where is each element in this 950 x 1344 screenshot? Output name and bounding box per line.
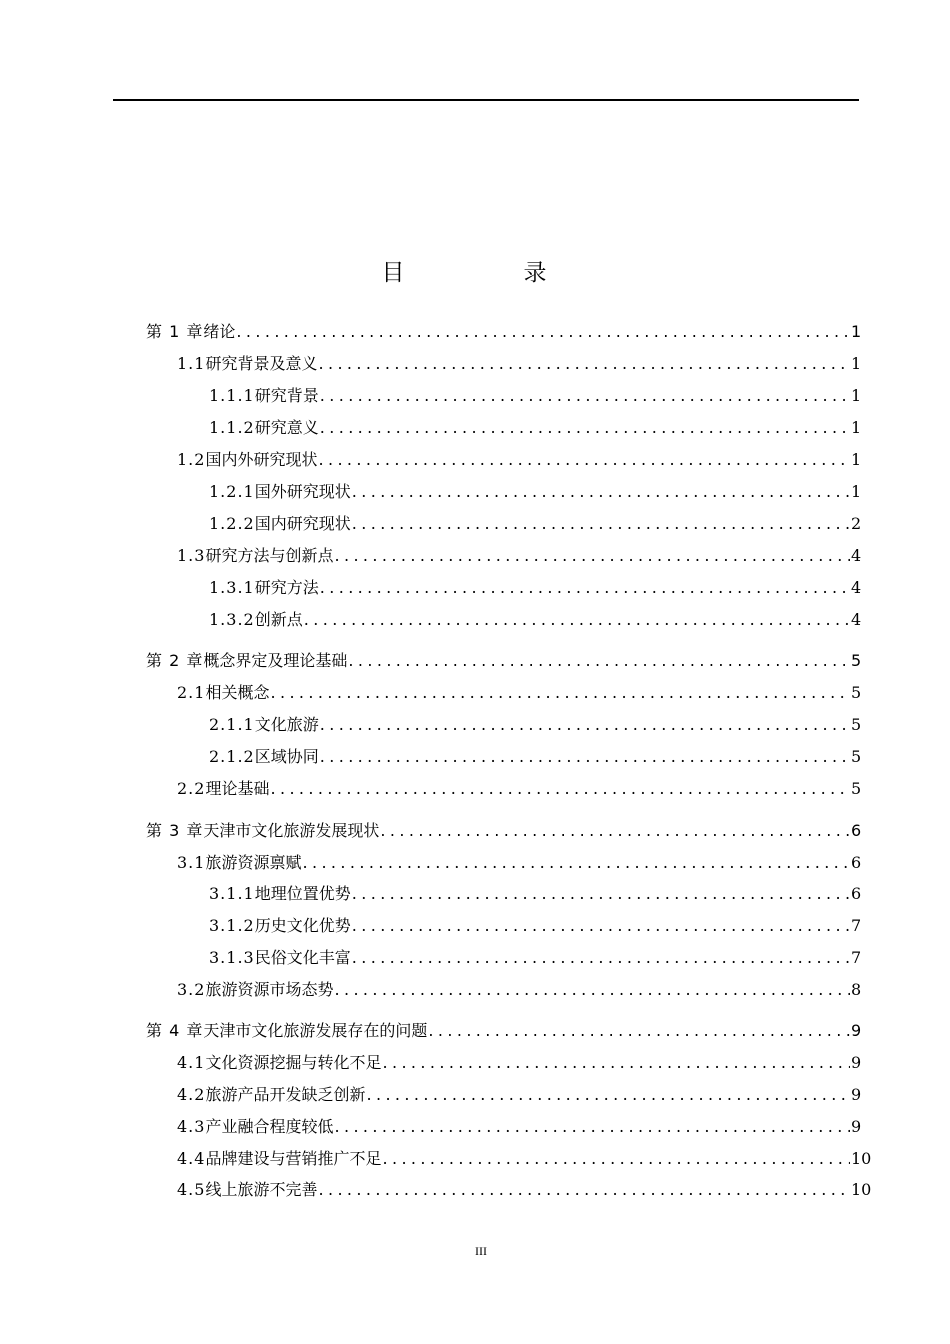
toc-dot-leader bbox=[352, 480, 850, 504]
toc-entry-level-3[interactable] bbox=[209, 512, 862, 536]
toc-entry-level-3[interactable] bbox=[209, 745, 862, 769]
toc-entry-number: 1.2.1 bbox=[209, 482, 255, 501]
toc-dot-leader bbox=[382, 1051, 850, 1075]
toc-entry-title: 国内外研究现状 bbox=[205, 450, 318, 469]
toc-entry-page: 4 bbox=[851, 546, 862, 565]
toc-entry-title: 研究方法 bbox=[254, 578, 319, 597]
toc-entry-level-3[interactable] bbox=[209, 713, 862, 737]
toc-dot-leader bbox=[352, 512, 850, 536]
toc-entry-number: 4.4 bbox=[177, 1149, 206, 1168]
toc-entry-level-2[interactable] bbox=[177, 851, 862, 875]
toc-entry-page: 9 bbox=[851, 1085, 862, 1104]
toc-entry-number: 1.1.2 bbox=[209, 418, 255, 437]
toc-entry-number: 1.3 bbox=[177, 546, 206, 565]
toc-entry-level-1[interactable] bbox=[146, 1019, 862, 1043]
toc-entry-number: 3.1.3 bbox=[209, 948, 255, 967]
toc-entry-level-2[interactable] bbox=[177, 448, 862, 472]
toc-entry-title: 旅游资源市场态势 bbox=[205, 980, 334, 999]
toc-dot-leader bbox=[318, 1178, 850, 1202]
toc-entry-level-1[interactable] bbox=[146, 649, 862, 673]
toc-entry-number: 第 4 章 bbox=[146, 1021, 204, 1040]
toc-entry-title: 品牌建设与营销推广不足 bbox=[205, 1149, 382, 1168]
toc-entry-number: 4.2 bbox=[177, 1085, 206, 1104]
toc-entry-page: 5 bbox=[851, 715, 862, 734]
toc-entry-page: 5 bbox=[851, 683, 862, 702]
toc-entry-page: 5 bbox=[851, 779, 862, 798]
toc-dot-leader bbox=[320, 576, 850, 600]
toc-dot-leader bbox=[318, 352, 850, 376]
toc-entry-page: 1 bbox=[851, 386, 862, 405]
toc-entry-number: 3.1.2 bbox=[209, 916, 255, 935]
toc-entry-level-2[interactable] bbox=[177, 1147, 872, 1171]
toc-entry-title: 国内研究现状 bbox=[254, 514, 351, 533]
toc-dot-leader bbox=[302, 851, 850, 875]
toc-entry-title: 旅游产品开发缺乏创新 bbox=[205, 1085, 366, 1104]
toc-entry-number: 2.1 bbox=[177, 683, 206, 702]
toc-entry-level-3[interactable] bbox=[209, 882, 862, 906]
toc-entry-title: 文化资源挖掘与转化不足 bbox=[205, 1053, 382, 1072]
toc-entry-number: 1.2.2 bbox=[209, 514, 255, 533]
toc-entry-title: 天津市文化旅游发展现状 bbox=[203, 821, 380, 840]
toc-entry-level-3[interactable] bbox=[209, 608, 862, 632]
toc-entry-title: 国外研究现状 bbox=[254, 482, 351, 501]
toc-dot-leader bbox=[428, 1019, 850, 1043]
toc-entry-number: 1.1 bbox=[177, 354, 206, 373]
toc-entry-number: 1.1.1 bbox=[209, 386, 255, 405]
toc-entry-page: 4 bbox=[851, 578, 862, 597]
toc-entry-page: 5 bbox=[851, 651, 862, 670]
toc-entry-title: 区域协同 bbox=[254, 747, 319, 766]
toc-entry-number: 1.3.2 bbox=[209, 610, 255, 629]
toc-entry-level-2[interactable] bbox=[177, 681, 862, 705]
toc-entry-title: 相关概念 bbox=[205, 683, 270, 702]
toc-entry-level-2[interactable] bbox=[177, 1083, 862, 1107]
toc-dot-leader bbox=[334, 544, 850, 568]
toc-dot-leader bbox=[352, 946, 850, 970]
toc-entry-level-3[interactable] bbox=[209, 416, 862, 440]
toc-entry-page: 1 bbox=[851, 322, 862, 341]
toc-entry-title: 文化旅游 bbox=[254, 715, 319, 734]
toc-entry-page: 6 bbox=[851, 884, 862, 903]
toc-dot-leader bbox=[320, 745, 850, 769]
toc-entry-level-1[interactable] bbox=[146, 320, 862, 344]
toc-entry-title: 研究背景及意义 bbox=[205, 354, 318, 373]
toc-dot-leader bbox=[352, 914, 850, 938]
toc-entry-number: 3.1 bbox=[177, 853, 206, 872]
toc-entry-level-3[interactable] bbox=[209, 480, 862, 504]
toc-entry-number: 3.2 bbox=[177, 980, 206, 999]
toc-dot-leader bbox=[320, 416, 850, 440]
toc-entry-level-3[interactable] bbox=[209, 914, 862, 938]
toc-dot-leader bbox=[270, 777, 850, 801]
toc-dot-leader bbox=[318, 448, 850, 472]
toc-dot-leader bbox=[382, 1147, 850, 1171]
toc-entry-number: 4.3 bbox=[177, 1117, 206, 1136]
page-title: 目 录 bbox=[381, 260, 595, 286]
toc-entry-level-2[interactable] bbox=[177, 777, 862, 801]
toc-entry-number: 2.1.2 bbox=[209, 747, 255, 766]
toc-entry-page: 2 bbox=[851, 514, 862, 533]
toc-entry-number: 2.1.1 bbox=[209, 715, 255, 734]
toc-entry-title: 天津市文化旅游发展存在的问题 bbox=[203, 1021, 428, 1040]
toc-dot-leader bbox=[334, 978, 850, 1002]
toc-entry-title: 地理位置优势 bbox=[254, 884, 351, 903]
toc-entry-level-2[interactable] bbox=[177, 1115, 862, 1139]
toc-dot-leader bbox=[320, 713, 850, 737]
toc-entry-title: 线上旅游不完善 bbox=[205, 1180, 318, 1199]
toc-entry-page: 7 bbox=[851, 948, 862, 967]
toc-dot-leader bbox=[380, 819, 850, 843]
toc-dot-leader bbox=[304, 608, 850, 632]
toc-entry-title: 旅游资源禀赋 bbox=[205, 853, 302, 872]
toc-dot-leader bbox=[348, 649, 850, 673]
toc-entry-page: 1 bbox=[851, 450, 862, 469]
toc-entry-page: 1 bbox=[851, 482, 862, 501]
toc-entry-title: 研究意义 bbox=[254, 418, 319, 437]
toc-dot-leader bbox=[366, 1083, 850, 1107]
toc-entry-title: 历史文化优势 bbox=[254, 916, 351, 935]
toc-entry-number: 1.2 bbox=[177, 450, 206, 469]
toc-entry-level-3[interactable] bbox=[209, 384, 862, 408]
toc-entry-title: 创新点 bbox=[254, 610, 303, 629]
toc-entry-title: 绪论 bbox=[203, 322, 236, 341]
toc-entry-level-2[interactable] bbox=[177, 978, 862, 1002]
toc-entry-level-3[interactable] bbox=[209, 946, 862, 970]
footer-page-number: III bbox=[475, 1244, 487, 1258]
toc-entry-page: 9 bbox=[851, 1117, 862, 1136]
toc-entry-page: 10 bbox=[851, 1149, 872, 1168]
toc-entry-number: 3.1.1 bbox=[209, 884, 255, 903]
toc-entry-page: 10 bbox=[851, 1180, 872, 1199]
toc-entry-number: 4.1 bbox=[177, 1053, 206, 1072]
toc-entry-number: 4.5 bbox=[177, 1180, 206, 1199]
toc-entry-number: 1.3.1 bbox=[209, 578, 255, 597]
toc-dot-leader bbox=[236, 320, 850, 344]
toc-entry-number: 第 1 章 bbox=[146, 322, 204, 341]
toc-entry-level-2[interactable] bbox=[177, 1051, 862, 1075]
toc-dot-leader bbox=[320, 384, 850, 408]
toc-entry-title: 产业融合程度较低 bbox=[205, 1117, 334, 1136]
header-rule bbox=[113, 99, 859, 101]
toc-entry-number: 第 3 章 bbox=[146, 821, 204, 840]
toc-entry-page: 1 bbox=[851, 418, 862, 437]
toc-entry-level-2[interactable] bbox=[177, 544, 862, 568]
toc-entry-level-1[interactable] bbox=[146, 819, 862, 843]
toc-entry-page: 1 bbox=[851, 354, 862, 373]
toc-entry-page: 4 bbox=[851, 610, 862, 629]
toc-entry-level-2[interactable] bbox=[177, 352, 862, 376]
toc-entry-level-2[interactable] bbox=[177, 1178, 872, 1202]
toc-dot-leader bbox=[270, 681, 850, 705]
toc-entry-page: 9 bbox=[851, 1053, 862, 1072]
toc-entry-page: 6 bbox=[851, 853, 862, 872]
toc-entry-page: 6 bbox=[851, 821, 862, 840]
toc-dot-leader bbox=[352, 882, 850, 906]
toc-entry-title: 研究方法与创新点 bbox=[205, 546, 334, 565]
toc-entry-page: 8 bbox=[851, 980, 862, 999]
toc-entry-number: 2.2 bbox=[177, 779, 206, 798]
toc-entry-title: 理论基础 bbox=[205, 779, 270, 798]
toc-entry-page: 7 bbox=[851, 916, 862, 935]
toc-dot-leader bbox=[334, 1115, 850, 1139]
toc-entry-page: 9 bbox=[851, 1021, 862, 1040]
toc-entry-level-3[interactable] bbox=[209, 576, 862, 600]
toc-entry-page: 5 bbox=[851, 747, 862, 766]
toc-entry-title: 概念界定及理论基础 bbox=[203, 651, 348, 670]
toc-entry-title: 研究背景 bbox=[254, 386, 319, 405]
toc-entry-title: 民俗文化丰富 bbox=[254, 948, 351, 967]
toc-entry-number: 第 2 章 bbox=[146, 651, 204, 670]
